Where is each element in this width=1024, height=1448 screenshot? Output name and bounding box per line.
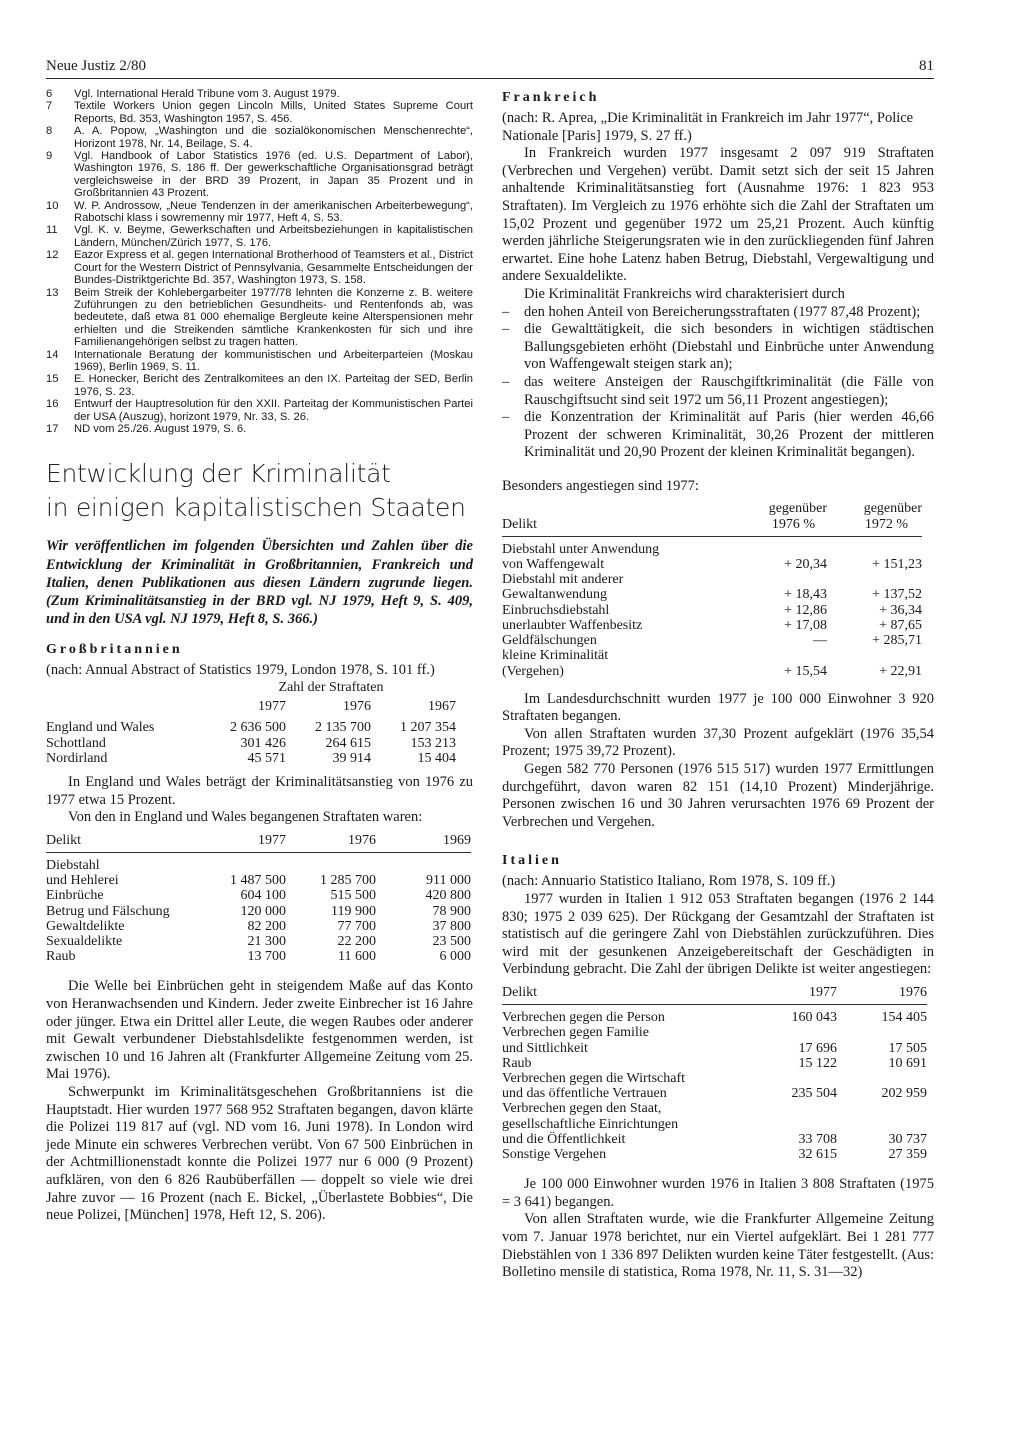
footnote-text: Internationale Beratung der kommunistischen und Arbeiterparteien (Moskau 1969), Berlin 1969, S. 11.	[74, 348, 473, 373]
footnote-text: ND vom 25./26. August 1979, S. 6.	[74, 422, 247, 435]
row-label: Geldfälschungen	[502, 633, 597, 649]
footnote-number: 17	[46, 422, 59, 435]
table-row	[502, 1147, 927, 1162]
table-cell	[216, 858, 286, 873]
table-row	[502, 572, 922, 587]
table-row	[502, 633, 922, 648]
footnote-text: Beim Streik der Kohlebergarbeiter 1977/78 lehnten die Konzerne z. B. weitere Zuführungen zu den betrieblichen Gesundheits- und Rentenfonds ab, was bedeutete, daß etwa 81 000 ehemalige Bergleute keine Alterspensionen mehr erhielten und die Streikenden sämtliche Krankenkosten für sich und ihre Familienangehörigen selbst zu tragen hatten.	[74, 286, 473, 349]
table-cell: 301 426	[240, 735, 286, 751]
footnote-number: 7	[46, 100, 53, 113]
paragraph: 1977 wurden in Italien 1 912 053 Straftaten begangen (1976 2 144 830; 1975 2 039 625). Der Rückgang der Gesamtzahl der Straftaten ist statistisch auf die geringere Zahl von Diebstählen zurückzuführen. Dies wird mit der gesunkenen Anzeigebereitschaft der Geschädigten in Verbindung gebracht. Die Zahl der übrigen Delikte ist weiter angestiegen:	[502, 891, 934, 978]
table-cell: 1 285 700	[320, 873, 376, 889]
row-label: Sexualdelikte	[46, 934, 123, 949]
table-row	[46, 934, 471, 949]
table-caption: Zahl der Straftaten	[278, 679, 384, 695]
table-cell: 154 405	[881, 1010, 927, 1026]
footnote	[46, 125, 473, 150]
paragraph: Schwerpunkt im Kriminalitätsgeschehen Großbritanniens ist die Hauptstadt. Hier wurden 1977 568 952 Straftaten begangen, davon klärte die Polizei 119 817 auf (vgl. ND vom 16. Juni 1978). In London wird jede Minute ein schweres Verbrechen verübt. Von 67 500 Einbrüchen in der Achtmillionenstadt konnte die Polizei 1977 nur 6 000 (9 Prozent) aufklären, von den 6 826 Raubüberfällen — doppelt so viele wie drei Jahre zuvor — 16 Prozent (nach E. Bickel, „Überlastete Bobbies“, Die neue Polizei, [München] 1978, Heft 12, S. 206).	[46, 1083, 473, 1224]
table-cell	[827, 572, 922, 587]
column-header: Delikt	[502, 985, 537, 1001]
table-cell: + 36,34	[879, 602, 922, 618]
table-cell	[837, 1071, 927, 1086]
table-row	[46, 751, 456, 766]
row-label: England und Wales	[46, 720, 155, 736]
table-row	[46, 736, 456, 751]
footnote	[46, 150, 473, 200]
column-header: 1967	[428, 699, 456, 715]
column-header: gegenüber	[863, 501, 922, 517]
section-heading-it: Italien	[502, 853, 562, 869]
table-cell: 39 914	[332, 750, 371, 766]
table-cell: + 17,08	[784, 617, 827, 633]
column-header: 1976 %	[771, 516, 815, 532]
row-label: und Sittlichkeit	[502, 1040, 588, 1056]
table-cell: 420 800	[425, 888, 471, 904]
table-cell: + 15,54	[784, 663, 827, 679]
row-label: Nordirland	[46, 750, 108, 766]
paragraph: In England und Wales beträgt der Kriminalitätsanstieg von 1976 zu 1977 etwa 15 Prozent.	[46, 774, 473, 808]
row-label: und Hehlerei	[46, 873, 119, 889]
source-note: (nach: Annuario Statistico Italiano, Rom 1978, S. 109 ff.)	[502, 873, 836, 890]
table-cell	[376, 858, 471, 873]
table-cell: + 137,52	[872, 587, 922, 603]
row-label: Gewaltdelikte	[46, 918, 125, 934]
table-cell: —	[813, 633, 827, 649]
column-header: 1977	[258, 832, 286, 848]
table-cell	[747, 1101, 837, 1116]
footnote-number: 9	[46, 150, 53, 163]
row-label: Diebstahl unter Anwendung	[502, 541, 660, 557]
column-header: 1977	[258, 699, 286, 715]
row-label: (Vergehen)	[502, 663, 564, 679]
table-cell	[837, 1101, 927, 1116]
dash-bullet: –	[502, 321, 510, 338]
paragraph: Die Welle bei Einbrüchen geht in steigendem Maße auf das Konto von Heranwachsenden und Kindern. Jeder zweite Einbrecher ist 16 Jahre oder jünger. Etwa ein Drittel aller Leute, die wegen Raubes oder anderer mit Gewalt verbundener Diebstahlsdelikte festgenommen werden, ist zwischen 10 und 16 Jahren alt (Frankfurter Allgemeine Zeitung vom 25. Mai 1976).	[46, 978, 473, 1083]
row-label: Sonstige Vergehen	[502, 1147, 607, 1163]
footnote-number: 11	[46, 224, 58, 237]
fr-increase-table	[502, 501, 922, 678]
table-cell: 23 500	[432, 934, 471, 949]
footnote-number: 13	[46, 286, 59, 299]
table-row	[502, 587, 922, 602]
table-cell: 27 359	[888, 1147, 927, 1163]
list-item	[502, 374, 934, 409]
table-cell	[827, 542, 922, 557]
journal-issue: Neue Justiz 2/80	[46, 58, 146, 74]
dash-bullet: –	[502, 409, 510, 426]
footnote	[46, 200, 473, 225]
table-row	[502, 542, 922, 557]
table-cell	[747, 1025, 837, 1040]
row-label: Raub	[46, 949, 76, 965]
table-cell: 235 504	[791, 1086, 837, 1102]
section-heading-fr: Frankreich	[502, 90, 600, 105]
table-cell: 21 300	[247, 934, 286, 949]
table-cell: 17 505	[888, 1040, 927, 1056]
row-label: Verbrechen gegen die Wirtschaft	[502, 1071, 686, 1087]
list-item	[502, 304, 934, 322]
table-cell: 45 571	[247, 750, 286, 766]
table-cell: + 151,23	[872, 557, 922, 573]
footnote	[46, 224, 473, 249]
row-label: gesellschaftliche Einrichtungen	[502, 1116, 679, 1132]
table-cell: 515 500	[330, 888, 376, 904]
row-label: und das öffentliche Vertrauen	[502, 1086, 667, 1102]
footnote-text: Vgl. International Herald Tribune vom 3. August 1979.	[74, 88, 340, 100]
dash-bullet: –	[502, 303, 510, 320]
it-delikt-table	[502, 985, 927, 1162]
table-cell: + 12,86	[784, 602, 827, 618]
table-cell: 15 404	[417, 750, 456, 766]
table-row	[46, 888, 471, 903]
paragraph: Besonders angestiegen sind 1977:	[502, 477, 699, 494]
table-cell: 264 615	[325, 735, 371, 751]
footnote	[46, 88, 473, 100]
table-row	[46, 919, 471, 934]
table-cell: 120 000	[240, 903, 286, 919]
table-cell: 153 213	[410, 735, 456, 751]
table-row	[502, 648, 922, 663]
table-cell	[837, 1117, 927, 1132]
table-row	[46, 858, 471, 873]
table-row	[502, 1010, 927, 1025]
row-label: Gewaltanwendung	[502, 587, 607, 603]
table-row	[502, 664, 922, 679]
table-cell: 11 600	[338, 949, 376, 965]
table-row	[46, 904, 471, 919]
footnote-number: 12	[46, 249, 59, 262]
table-cell: 82 200	[247, 918, 286, 934]
right-column	[502, 88, 934, 1282]
list-item-text: die Konzentration der Kriminalität auf Paris (hier werden 46,66 Prozent der schweren Kriminalität, 30,26 Prozent der mittleren Kriminalität und 20,90 Prozent der kleinen Kriminalität begangen).	[524, 409, 934, 461]
row-label: Verbrechen gegen die Person	[502, 1010, 665, 1026]
row-label: Einbruchsdiebstahl	[502, 602, 610, 618]
paragraph: Von allen Straftaten wurden 37,30 Prozent aufgeklärt (1976 35,54 Prozent; 1975 39,72 Prozent).	[502, 725, 934, 760]
table-cell: 1 207 354	[400, 720, 456, 736]
table-cell	[732, 572, 827, 587]
table-cell: 13 700	[247, 949, 286, 965]
paragraph: Gegen 582 770 Personen (1976 515 517) wurden 1977 Ermittlungen durchgeführt, davon waren 82 151 (14,10 Prozent) Minderjährige. Personen zwischen 16 und 30 Jahren verursachten 1976 69 Prozent der Verbrechen und Vergehen.	[502, 761, 934, 830]
characteristics-list	[502, 304, 934, 462]
footnote-text: Entwurf der Hauptresolution für den XXII. Parteitag der Kommunistischen Partei der USA (Auszug), horizont 1979, Nr. 33, S. 26.	[74, 398, 473, 423]
table-cell: 30 737	[888, 1131, 927, 1147]
footnote-text: E. Honecker, Bericht des Zentralkomitees an den IX. Parteitag der SED, Berlin 1976, S. 23.	[74, 373, 473, 398]
table-cell: 17 696	[798, 1040, 837, 1056]
table-row	[502, 557, 922, 572]
row-label: Diebstahl mit anderer	[502, 572, 624, 588]
row-label: und die Öffentlichkeit	[502, 1131, 626, 1147]
left-column	[46, 88, 473, 1225]
row-label: Verbrechen gegen den Staat,	[502, 1101, 662, 1117]
table-cell: 33 708	[798, 1131, 837, 1147]
column-header: 1977	[809, 985, 837, 1001]
footnote-text: Eazor Express et al. gegen International Brotherhood of Teamsters et al., District Court for the Western District of Pennsylvania, Gesammelte Entscheidungen der Bundes-Distriktgerichte Bd. 357, Washington 1973, S. 158.	[74, 249, 473, 287]
table-row	[502, 1132, 927, 1147]
section-heading-gb: Großbritannien	[46, 642, 183, 658]
table-cell: + 87,65	[879, 617, 922, 633]
table-cell: 37 800	[432, 918, 471, 934]
table-cell: + 20,34	[784, 557, 827, 573]
row-label: Einbrüche	[46, 888, 104, 904]
footnote	[46, 398, 473, 423]
row-label: Schottland	[46, 735, 106, 751]
row-label: Diebstahl	[46, 857, 100, 873]
table-cell	[747, 1117, 837, 1132]
table-cell: 22 200	[337, 934, 376, 949]
column-header: 1976	[348, 832, 376, 848]
column-header: 1976	[899, 985, 927, 1001]
paragraph: In Frankreich wurden 1977 insgesamt 2 097 919 Straftaten (Verbrechen und Vergehen) verübt. Damit setzt sich der seit 15 Jahren anhaltende Kriminalitätsanstieg fort (Ausnahme 1976: 1 823 953 Straftaten). Im Vergleich zu 1976 erhöhte sich die Zahl der Straftaten um 15,02 Prozent und gegenüber 1972 um 25,21 Prozent. Auch künftig werden jährliche Steigerungsraten wie in den zurückliegenden fünf Jahren erwartet. Eine hohe Latenz haben Betrug, Diebstahl, Vergewaltigung und andere Sexualdelikte.	[502, 145, 934, 285]
footnotes	[46, 88, 473, 435]
table-row	[502, 1086, 927, 1101]
table-row	[502, 1117, 927, 1132]
table-row	[46, 873, 471, 888]
table-cell: 2 636 500	[230, 720, 286, 736]
row-label: unerlaubter Waffenbesitz	[502, 617, 643, 633]
list-item	[502, 321, 934, 374]
table-row	[502, 618, 922, 633]
table-cell: 32 615	[798, 1147, 837, 1163]
column-header: Delikt	[46, 832, 81, 848]
footnote	[46, 100, 473, 125]
row-label: Verbrechen gegen Familie	[502, 1025, 649, 1041]
column-header: 1969	[443, 832, 471, 848]
source-note: (nach: Annual Abstract of Statistics 1979, London 1978, S. 101 ff.)	[46, 662, 435, 679]
footnote-number: 15	[46, 373, 59, 386]
table-cell	[732, 648, 827, 663]
table-cell: 911 000	[426, 873, 471, 889]
paragraph: Von den in England und Wales begangenen Straftaten waren:	[68, 809, 423, 826]
table-row	[502, 1025, 927, 1040]
table-cell: 202 959	[881, 1086, 927, 1102]
page-header	[46, 58, 934, 79]
source-note: (nach: R. Aprea, „Die Kriminalität in Frankreich im Jahr 1977“, Police Nationale [Paris] 1979, S. 27 ff.)	[502, 110, 914, 144]
list-item-text: das weitere Ansteigen der Rauschgiftkriminalität (die Fälle von Rauschgiftsucht sind seit 1972 um 56,11 Prozent angestiegen);	[524, 373, 934, 408]
footnote-number: 14	[46, 348, 59, 361]
table-cell: 1 487 500	[230, 873, 286, 889]
footnote-number: 16	[46, 398, 59, 411]
article-title	[46, 457, 473, 525]
footnote-text: Textile Workers Union gegen Lincoln Mills, United States Supreme Court Reports, Bd. 353, Washington 1957, S. 456.	[74, 100, 473, 125]
paragraph: Von allen Straftaten wurde, wie die Frankfurter Allgemeine Zeitung vom 7. Januar 1978 berichtet, nur ein Viertel aufgeklärt. Bei 1 281 777 Diebstählen von 1 336 897 Delikten wurden keine Täter festgestellt. (Aus: Bolletino mensile di statistica, Roma 1978, Nr. 11, S. 31—32)	[502, 1211, 934, 1281]
table-cell: 10 691	[888, 1055, 927, 1071]
gb-delikt-table	[46, 833, 471, 965]
dash-bullet: –	[502, 373, 510, 390]
footnote	[46, 423, 473, 435]
footnote-text: Vgl. Handbook of Labor Statistics 1976 (ed. U.S. Department of Labor), Washington 1976, S. 186 ff. Der gewerkschaftliche Organisationsgrad beträgt vergleichsweise in der BRD 39 Prozent, in Japan 35 Prozent und in Großbritannien 43 Prozent.	[74, 150, 473, 200]
row-label: Raub	[502, 1055, 532, 1071]
footnote	[46, 373, 473, 398]
table-cell	[827, 648, 922, 663]
table-row	[46, 720, 456, 735]
footnote-number: 10	[46, 199, 59, 212]
footnote-text: Vgl. K. v. Beyme, Gewerkschaften und Arbeitsbeziehungen in kapitalistischen Ländern, München/Zürich 1977, S. 176.	[74, 224, 473, 249]
table-row	[46, 949, 471, 964]
table-cell: + 285,71	[872, 633, 922, 649]
footnote-text: W. P. Androssow, „Neue Tendenzen in der amerikanischen Arbeiterbewegung“, Rabotschi klass i sowremenny mir 1977, Heft 4, S. 53.	[74, 199, 473, 225]
table-cell: 2 135 700	[315, 720, 371, 736]
table-row	[502, 1071, 927, 1086]
footnote-number: 8	[46, 125, 53, 138]
table-cell: + 22,91	[879, 663, 922, 679]
gb-offences-table	[46, 680, 456, 766]
column-header: Delikt	[502, 516, 537, 532]
paragraph: Die Kriminalität Frankreichs wird charakterisiert durch	[524, 285, 845, 302]
table-row	[502, 1056, 927, 1071]
table-cell: + 18,43	[784, 587, 827, 603]
paragraph: Je 100 000 Einwohner wurden 1976 in Italien 3 808 Straftaten (1975 = 3 641) begangen.	[502, 1176, 934, 1210]
table-row	[502, 1101, 927, 1116]
row-label: kleine Kriminalität	[502, 648, 609, 664]
paragraph: Im Landesdurchschnitt wurden 1977 je 100 000 Einwohner 3 920 Straftaten begangen.	[502, 690, 934, 725]
list-item-text: die Gewalttätigkeit, die sich besonders in wichtigen städtischen Ballungsgebieten erhöht (Diebstahl und Einbrüche unter Anwendung von Waffengewalt steigen stark an);	[524, 321, 934, 373]
table-cell: 15 122	[798, 1055, 837, 1071]
footnote-number: 6	[46, 88, 53, 100]
footnote	[46, 287, 473, 349]
footnote-text: A. A. Popow, „Washington und die sozialökonomischen Menschenrechte“, Horizont 1978, Nr. 14, Beilage, S. 4.	[74, 125, 473, 150]
table-row	[502, 603, 922, 618]
row-label: Betrug und Fälschung	[46, 903, 170, 919]
article-title-line: in einigen kapitalistischen Staaten	[46, 493, 466, 523]
list-item	[502, 409, 934, 462]
table-cell	[747, 1071, 837, 1086]
table-cell: 604 100	[240, 888, 286, 904]
table-cell: 78 900	[432, 903, 471, 919]
page-number: 81	[919, 58, 934, 74]
article-title-line: Entwicklung der Kriminalität	[46, 459, 391, 489]
list-item-text: den hohen Anteil von Bereicherungsstraftaten (1977 87,48 Prozent);	[524, 303, 921, 320]
row-label: von Waffengewalt	[502, 557, 605, 573]
table-cell: 119 900	[331, 903, 376, 919]
column-header: gegenüber	[768, 501, 827, 517]
table-cell	[732, 542, 827, 557]
table-row	[502, 1041, 927, 1056]
table-cell: 160 043	[791, 1010, 837, 1026]
table-cell: 6 000	[439, 949, 471, 965]
table-cell	[837, 1025, 927, 1040]
column-header: 1972 %	[864, 516, 908, 532]
table-cell	[286, 858, 376, 873]
footnote	[46, 349, 473, 374]
article-intro: Wir veröffentlichen im folgenden Übersichten und Zahlen über die Entwicklung der Kriminalität in Großbritannien, Frankreich und Italien, denen Publikationen aus diesen Ländern zugrunde liegen. (Zum Kriminalitätsanstieg in der BRD vgl. NJ 1979, Heft 9, S. 409, und in den USA vgl. NJ 1979, Heft 8, S. 366.)	[46, 538, 473, 628]
table-cell: 77 700	[337, 918, 376, 934]
column-header: 1976	[343, 699, 371, 715]
footnote	[46, 249, 473, 286]
